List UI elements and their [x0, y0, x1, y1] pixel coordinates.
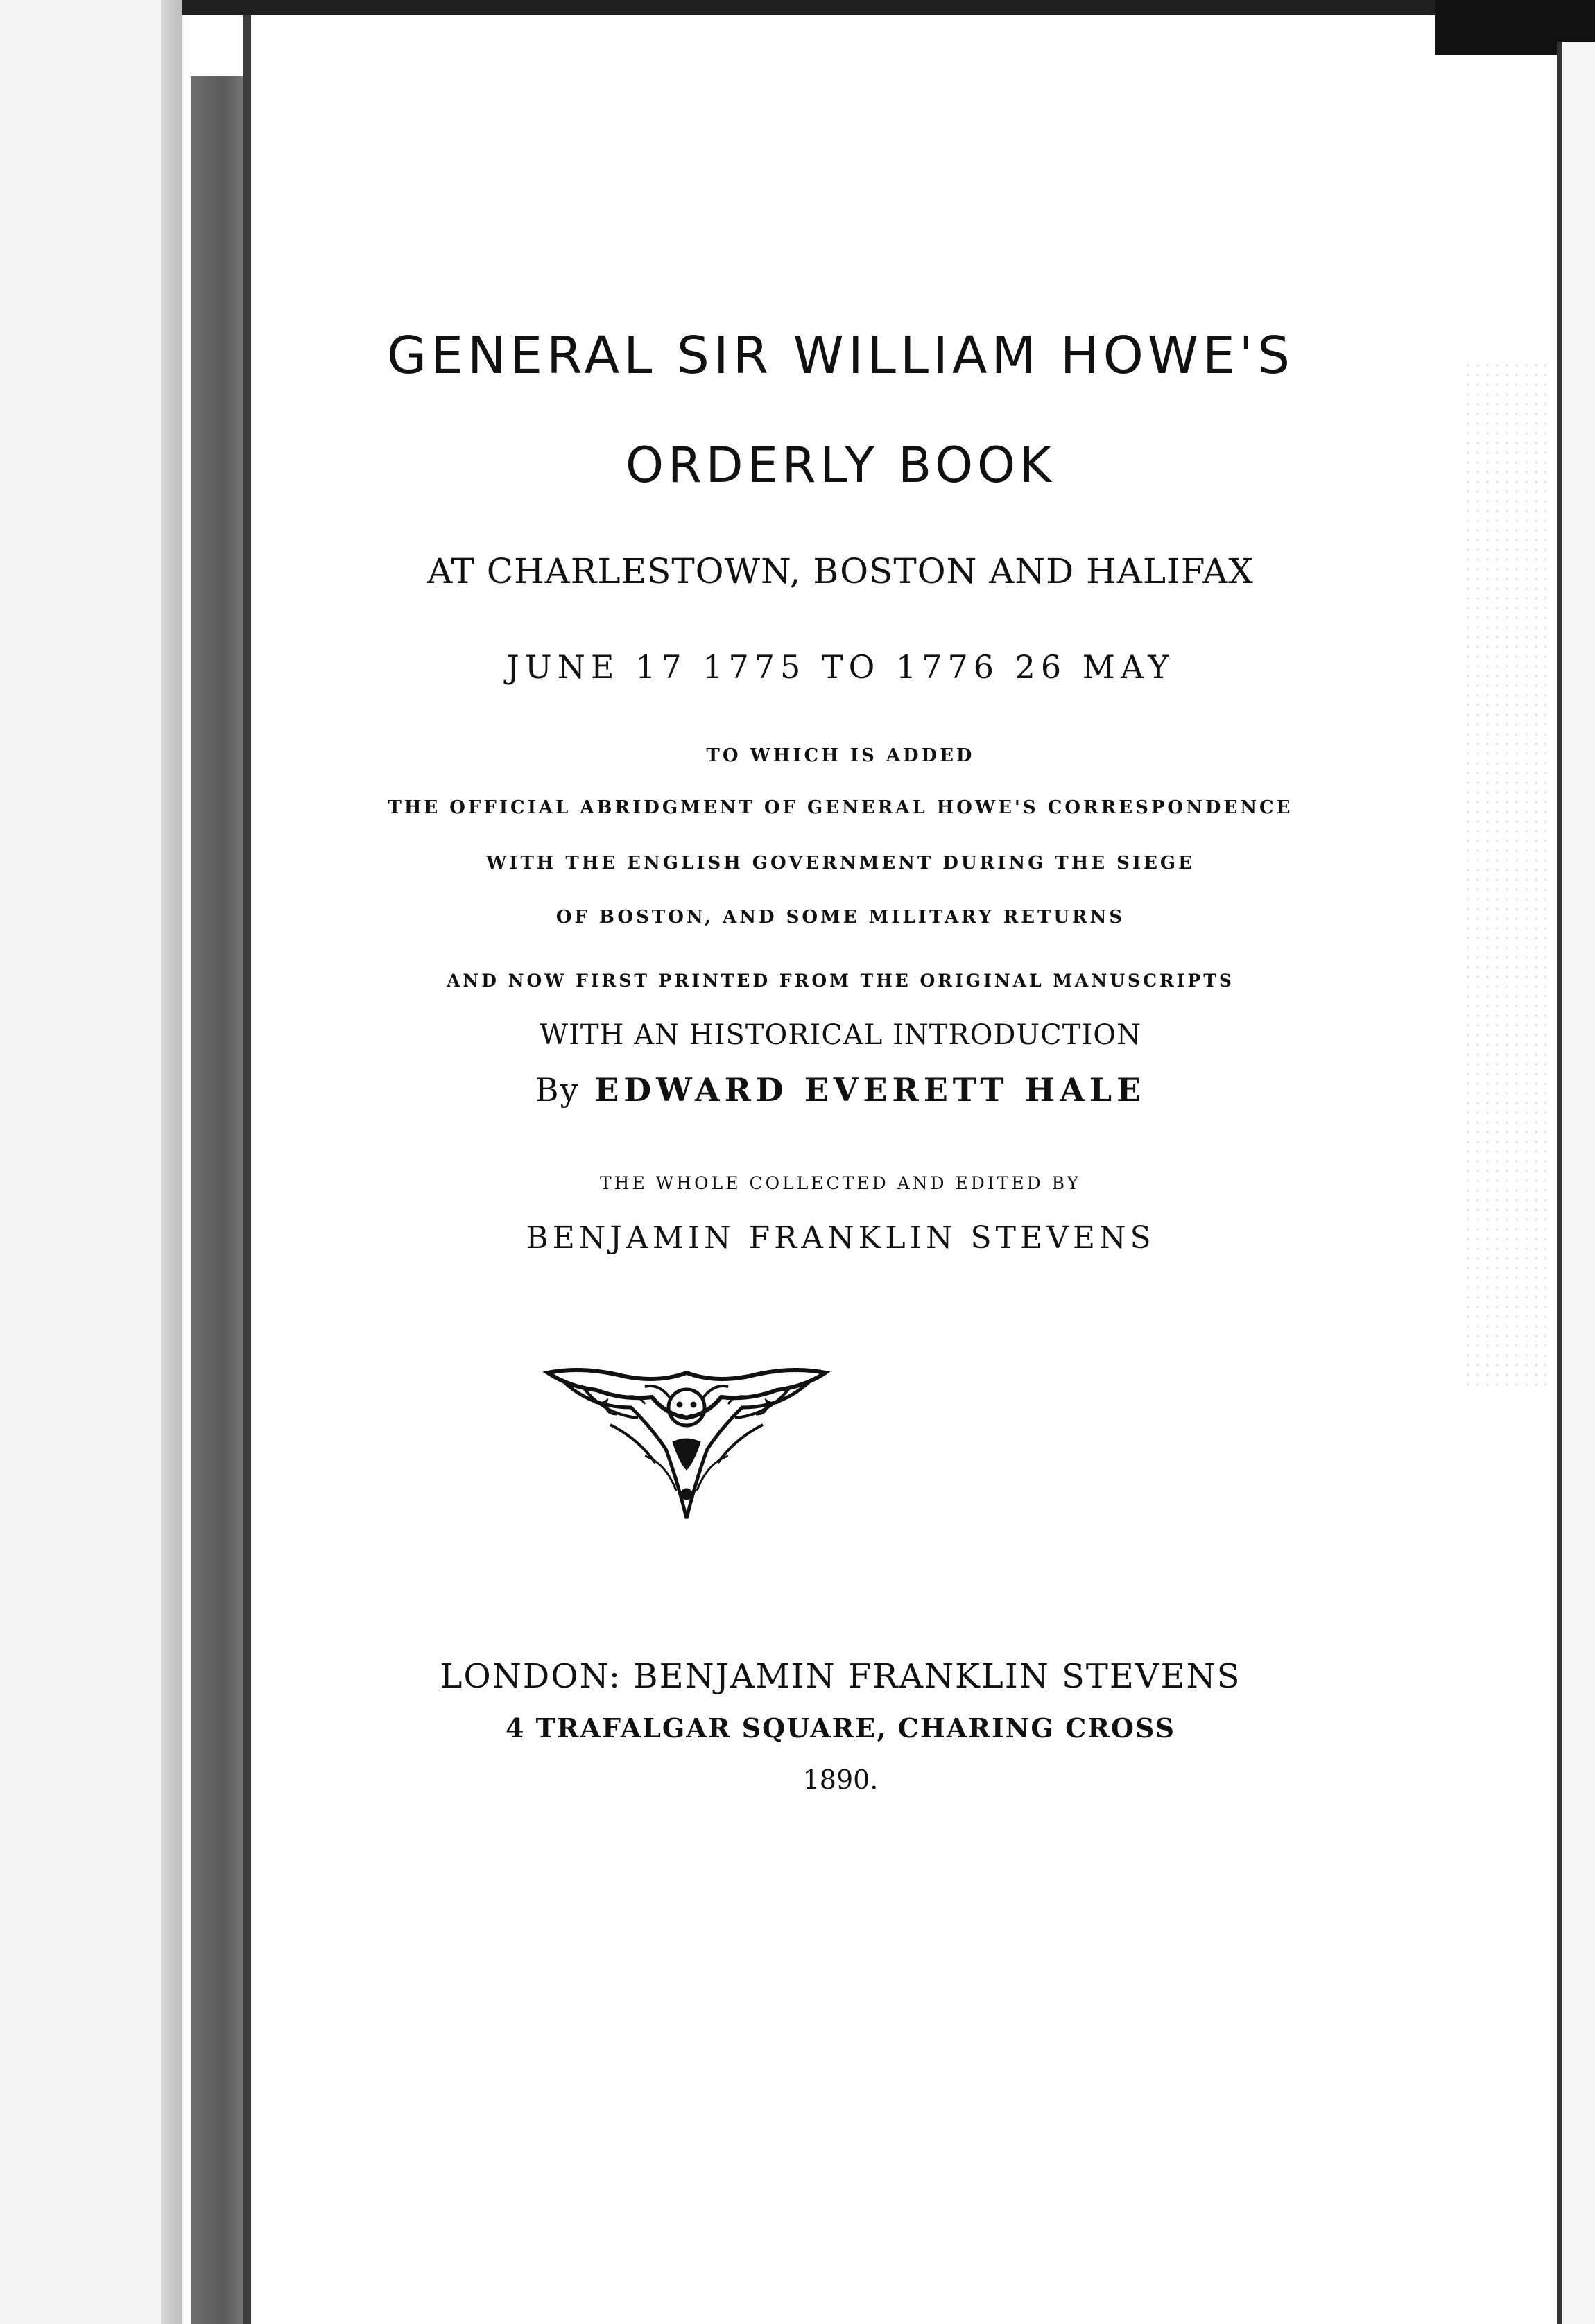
added-line-1: THE OFFICIAL ABRIDGMENT OF GENERAL HOWE'S CORRESPONDENCE	[388, 797, 1293, 818]
added-line-2: WITH THE ENGLISH GOVERNMENT DURING THE SIEGE	[486, 853, 1195, 874]
page-top-edge	[182, 0, 1595, 15]
dates-line: JUNE 17 1775 TO 1776 26 MAY	[506, 648, 1175, 686]
printed-line: AND NOW FIRST PRINTED FROM THE ORIGINAL MANUSCRIPTS	[447, 971, 1234, 991]
added-intro: TO WHICH IS ADDED	[706, 745, 975, 766]
imprint-line-1: LONDON: BENJAMIN FRANKLIN STEVENS	[440, 1657, 1241, 1696]
by-label: By	[535, 1071, 580, 1109]
show-through-bleed	[1463, 361, 1546, 1387]
facing-page-edge	[0, 0, 184, 2324]
page-left-edge	[243, 0, 251, 2324]
collected-line: THE WHOLE COLLECTED AND EDITED BY	[599, 1173, 1082, 1193]
page-right-edge	[1557, 42, 1595, 2324]
imprint-year: 1890.	[802, 1764, 879, 1795]
title-line-1: GENERAL SIR WILLIAM HOWE'S	[386, 326, 1295, 385]
editor-line: BENJAMIN FRANKLIN STEVENS	[526, 1220, 1155, 1256]
facing-page-shadow	[161, 0, 182, 2324]
author-line	[251, 1071, 1430, 1109]
places-line: AT CHARLESTOWN, BOSTON AND HALIFAX	[427, 551, 1254, 591]
title-line-2: ORDERLY BOOK	[625, 437, 1056, 494]
author-name: EDWARD EVERETT HALE	[594, 1071, 1146, 1109]
added-line-3: OF BOSTON, AND SOME MILITARY RETURNS	[555, 907, 1126, 928]
binding-gutter	[191, 76, 246, 2324]
cherub-head-vignette-icon	[541, 1359, 832, 1525]
intro-line: WITH AN HISTORICAL INTRODUCTION	[539, 1019, 1142, 1051]
imprint-line-2: 4 TRAFALGAR SQUARE, CHARING CROSS	[505, 1712, 1176, 1744]
